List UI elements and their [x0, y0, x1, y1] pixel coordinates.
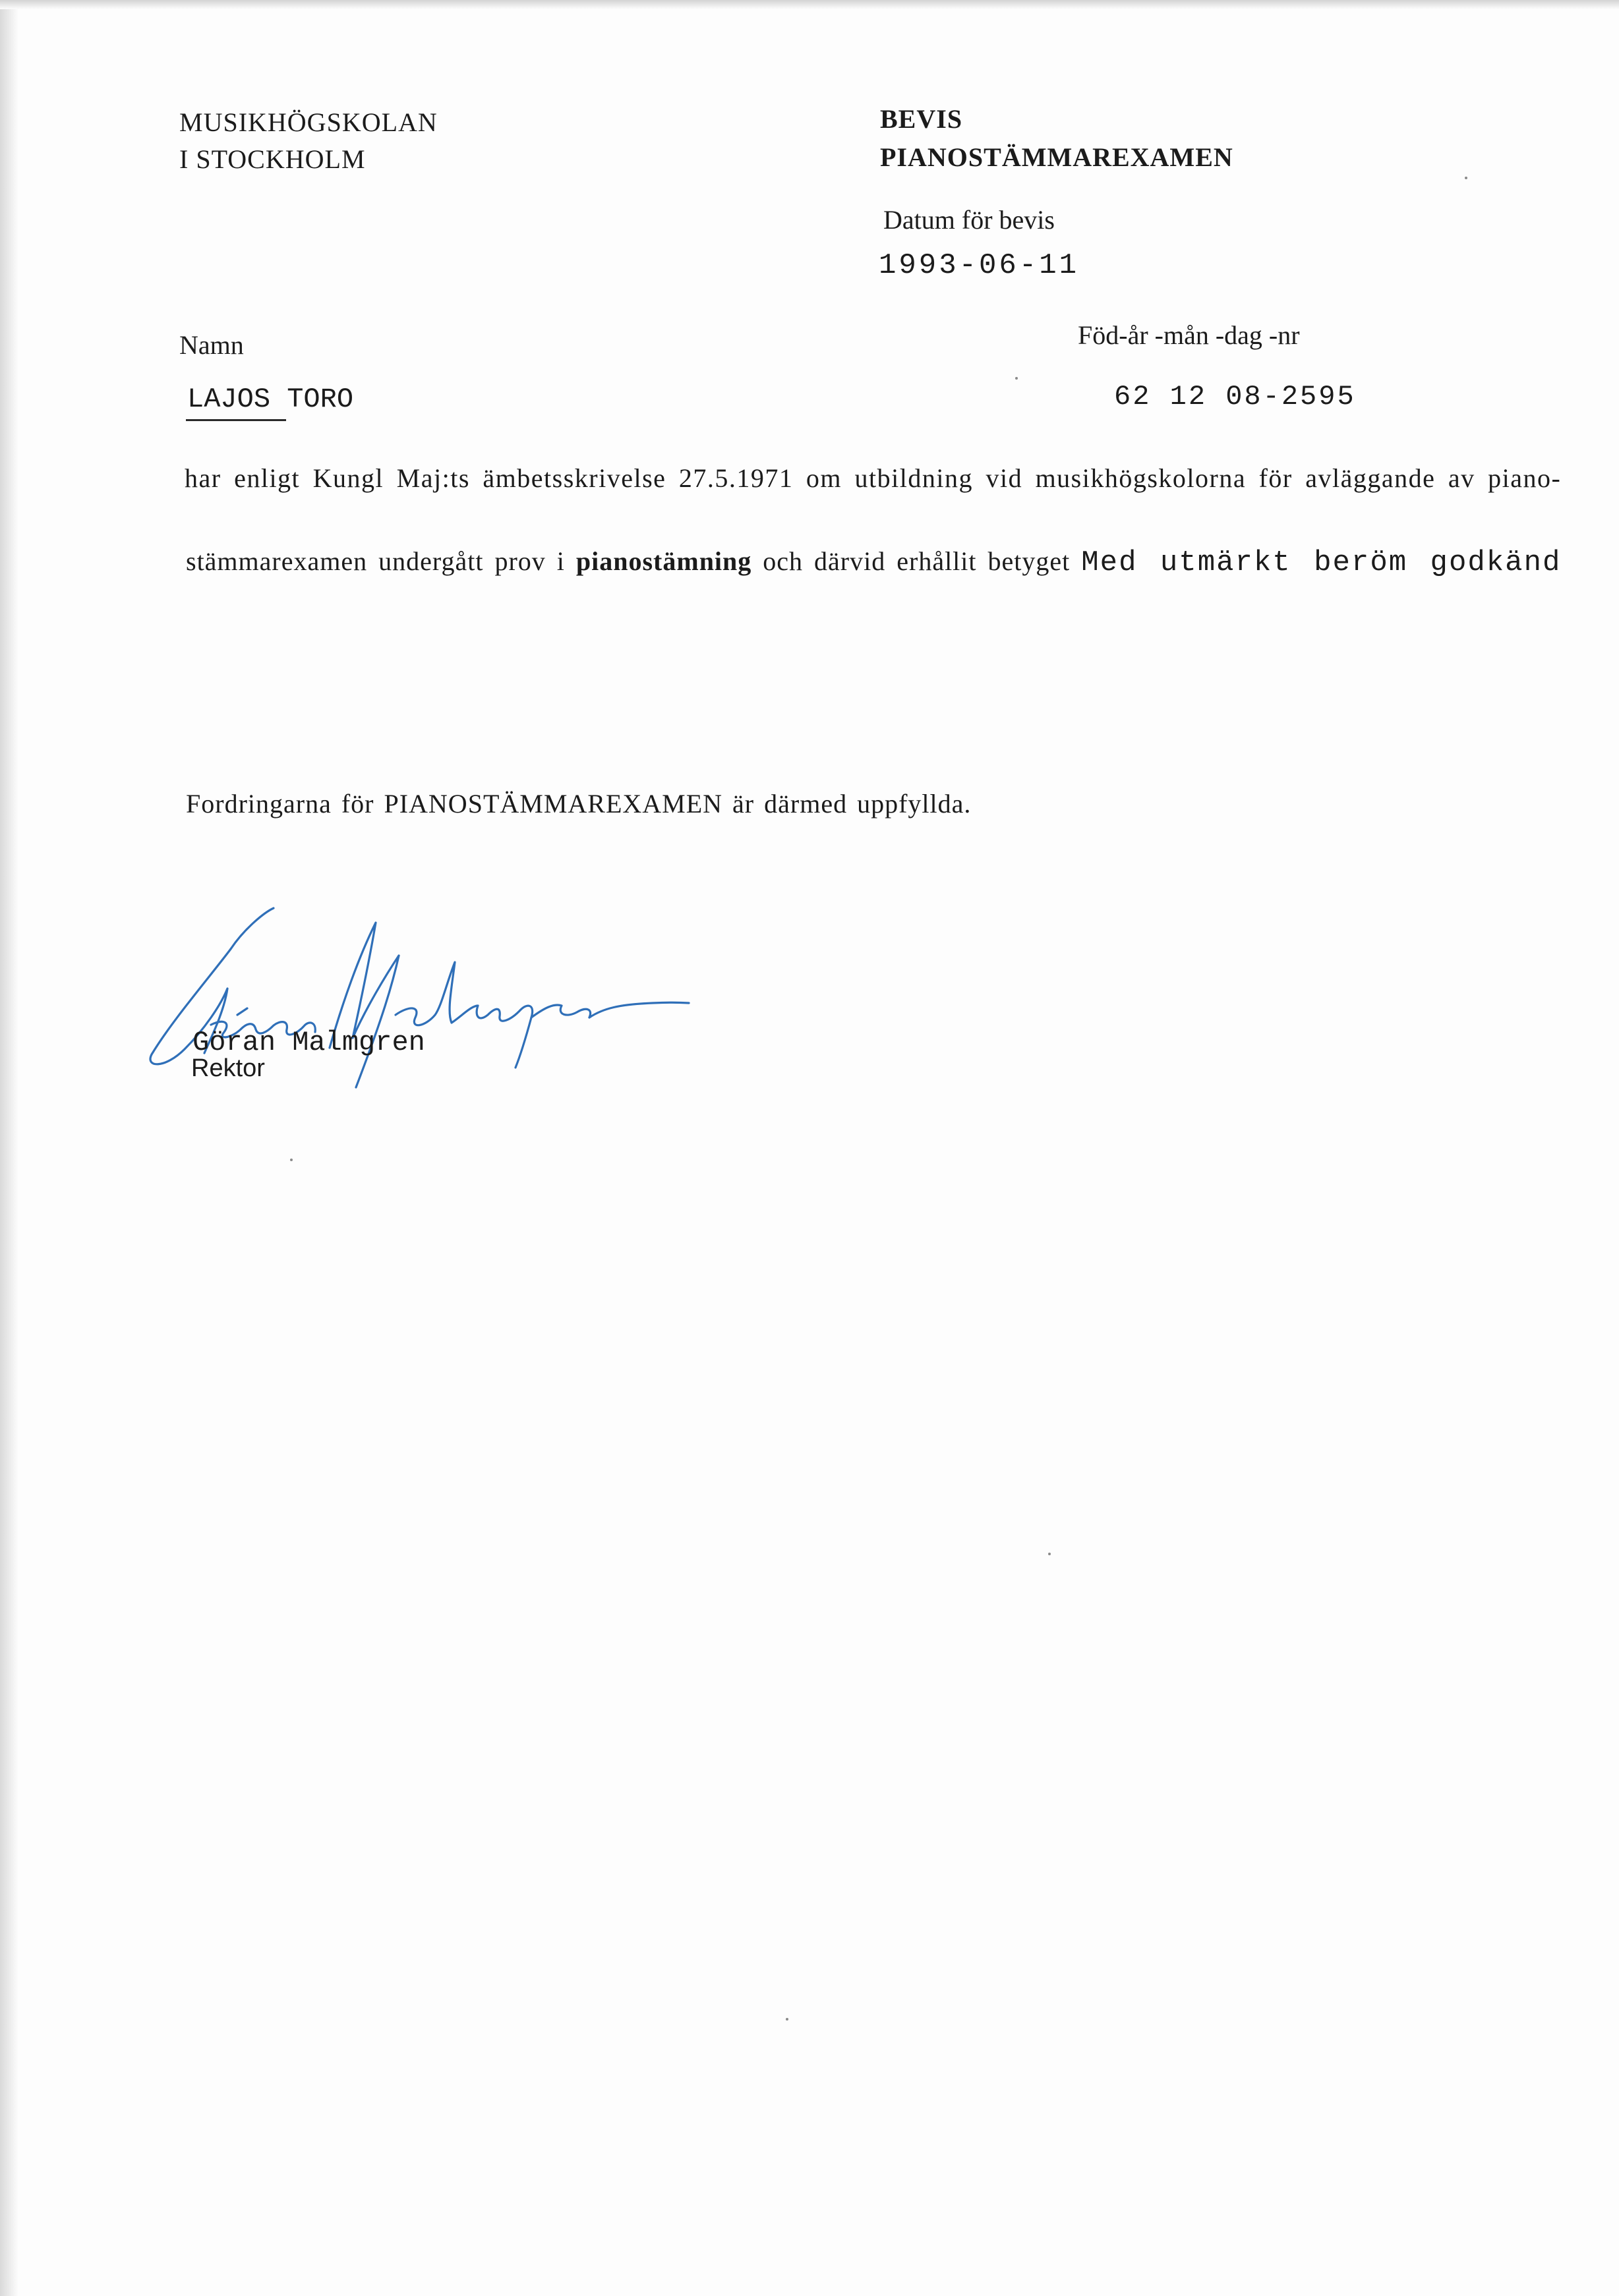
birth-number-label: Föd-år -mån -dag -nr — [1078, 320, 1300, 350]
institution-name — [179, 104, 438, 178]
body-text-line-1: har enligt Kungl Maj:ts ämbetsskrivelse 27.5.1971 om utbildning vid musikhögskolorna för avläggande av piano- — [185, 463, 1562, 493]
birth-number-value: 62 12 08-2595 — [1114, 381, 1356, 413]
scan-speck — [786, 2018, 788, 2021]
signer-title: Rektor — [191, 1054, 265, 1082]
document-title-line-2: PIANOSTÄMMAREXAMEN — [880, 142, 1233, 172]
scan-speck — [1015, 377, 1018, 380]
document-title — [880, 100, 1233, 177]
document-title-line-1: BEVIS — [880, 104, 963, 134]
scan-edge-top — [0, 0, 1619, 9]
body-text-middle: och därvid erhållit betyget — [763, 546, 1071, 576]
scan-speck — [290, 1159, 293, 1161]
institution-line-2: I STOCKHOLM — [179, 144, 366, 174]
date-value: 1993-06-11 — [879, 249, 1080, 282]
scan-speck — [1465, 177, 1467, 179]
name-value: LAJOS TORO — [187, 384, 354, 415]
scan-edge-left — [0, 0, 18, 2296]
date-label: Datum för bevis — [883, 205, 1055, 235]
body-text-line-2 — [186, 546, 1561, 579]
institution-line-1: MUSIKHÖGSKOLAN — [179, 107, 438, 137]
body-text-prefix: stämmarexamen undergått prov i — [186, 546, 565, 576]
name-underline — [186, 419, 286, 421]
name-label: Namn — [179, 330, 244, 360]
signer-name: Göran Malmgren — [192, 1027, 425, 1058]
scan-speck — [1048, 1553, 1051, 1555]
requirements-statement: Fordringarna för PIANOSTÄMMAREXAMEN är därmed uppfyllda. — [186, 789, 972, 818]
grade-value: Med utmärkt beröm godkänd — [1081, 546, 1562, 579]
exam-subject: pianostämning — [575, 546, 752, 576]
